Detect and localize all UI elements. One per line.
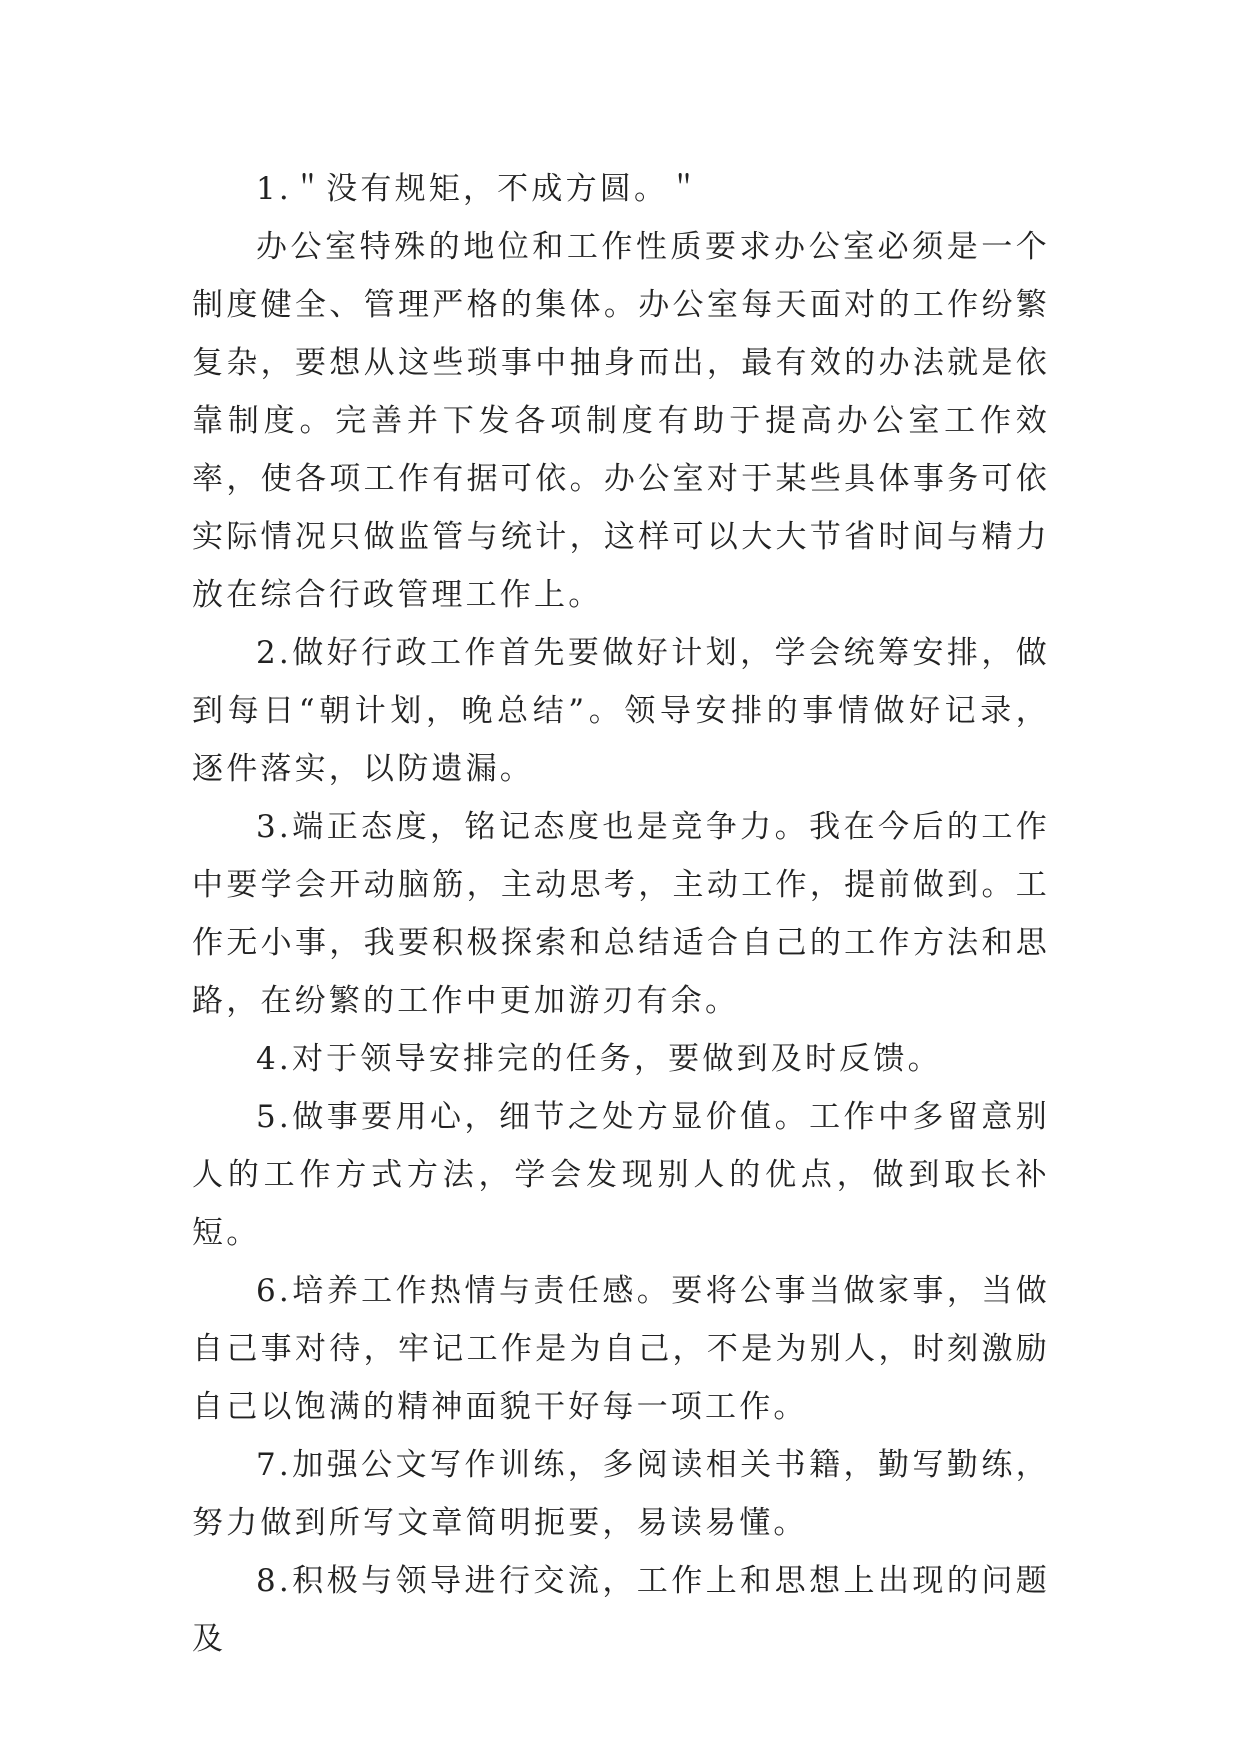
paragraph-item-4: 4.对于领导安排完的任务，要做到及时反馈。: [256, 1041, 942, 1077]
paragraph-item-3: 3.端正态度，铭记态度也是竞争力。我在今后的工作中要学会开动脑筋，主动思考，主动工作，提前做到。工作无小事，我要积极探索和总结适合自己的工作方法和思路，在纷繁的工作中更加游刃有余。: [192, 809, 1050, 1019]
paragraph-item-1: 1.＂没有规矩，不成方圆。＂: [256, 171, 703, 207]
paragraph-item-8: 8.积极与领导进行交流，工作上和思想上出现的问题及: [192, 1563, 1050, 1657]
paragraph-item-7: 7.加强公文写作训练，多阅读相关书籍，勤写勤练，努力做到所写文章简明扼要，易读易懂。: [192, 1447, 1050, 1541]
paragraph-office-rules: 办公室特殊的地位和工作性质要求办公室必须是一个制度健全、管理严格的集体。办公室每天面对的工作纷繁复杂，要想从这些琐事中抽身而出，最有效的办法就是依靠制度。完善并下发各项制度有助于提高办公室工作效率，使各项工作有据可依。办公室对于某些具体事务可依实际情况只做监管与统计，这样可以大大节省时间与精力放在综合行政管理工作上。: [192, 229, 1050, 613]
paragraph-item-2: 2.做好行政工作首先要做好计划，学会统筹安排，做到每日“朝计划，晚总结”。领导安排的事情做好记录，逐件落实，以防遗漏。: [192, 635, 1050, 787]
paragraph-item-6: 6.培养工作热情与责任感。要将公事当做家事，当做自己事对待，牢记工作是为自己，不是为别人，时刻激励自己以饱满的精神面貌干好每一项工作。: [192, 1273, 1050, 1425]
paragraph-item-5: 5.做事要用心，细节之处方显价值。工作中多留意别人的工作方式方法，学会发现别人的优点，做到取长补短。: [192, 1099, 1050, 1251]
document-body: [192, 160, 1050, 1668]
